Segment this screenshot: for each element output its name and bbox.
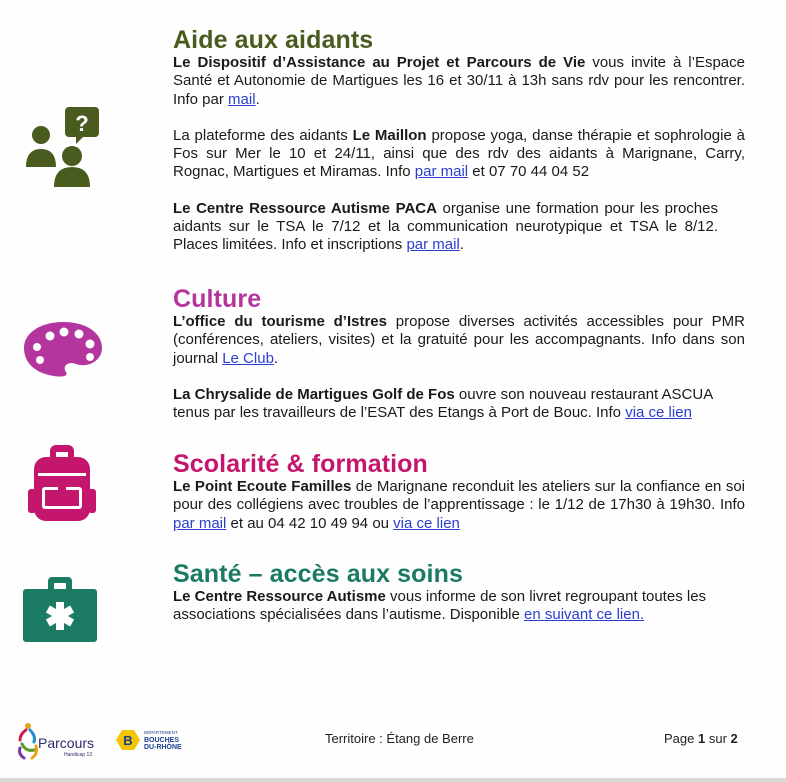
paragraph-text: et au 04 42 10 49 94 ou [226, 514, 394, 532]
org-name: La Chrysalide de Martigues Golf de Fos [173, 385, 455, 403]
svg-text:B: B [123, 733, 133, 748]
mail-link[interactable]: mail [228, 90, 256, 108]
mail-link[interactable]: par mail [173, 514, 227, 532]
mail-link[interactable]: par mail [406, 236, 460, 254]
org-name: Le Point Ecoute Familles [173, 478, 352, 495]
page-number [664, 731, 738, 746]
page-word: Page [664, 731, 695, 746]
svg-text:?: ? [75, 111, 89, 136]
territory-label: Territoire : Étang de Berre [325, 731, 474, 746]
web-link[interactable]: via ce lien [393, 514, 460, 532]
paragraph-text: vous invite à l’Espace Santé et Autonomie de Martigues les 16 et 30/11 à 13h sans rdv pour les rencontrer. Info par [173, 54, 745, 108]
page-total: 2 [730, 731, 738, 746]
section-title: Santé – accès aux soins [173, 560, 463, 588]
paragraph [173, 588, 723, 625]
mail-link[interactable]: par mail [414, 163, 469, 181]
paragraph [173, 478, 745, 533]
section-title: Scolarité & formation [173, 450, 428, 478]
paragraph-text: vous informe de son livret regroupant toutes les associations spécialisées dans l’autisme. Disponible [173, 588, 707, 624]
paragraph-text: propose diverses activités accessibles pour PMR (conférences, ateliers, visites) et la gratuité pour les accompagnants. Info dans son journal [173, 313, 745, 367]
paragraph [173, 127, 745, 182]
paragraph-text: La plateforme des aidants [173, 126, 353, 144]
paragraph [173, 313, 745, 368]
org-name: Le Dispositif d’Assistance au Projet et Parcours de Vie [173, 54, 586, 71]
page-bottom-edge [0, 778, 786, 782]
paragraph-text: . [255, 90, 260, 108]
backpack-icon [28, 443, 96, 523]
section-aide-aux-aidants [173, 26, 745, 255]
paragraph-text: propose yoga, danse thérapie et sophrologie à Fos sur Mer le 10 et 24/11, ainsi que des rdv des aidants à Marignane, Carry, Rognac, Martigues et Miramas. Info [173, 126, 745, 181]
paragraph-text: . [273, 349, 279, 367]
palette-icon [22, 320, 104, 378]
svg-text:DU-RHÔNE: DU-RHÔNE [144, 744, 182, 751]
parcours-handicap-logo [16, 720, 106, 762]
page-sep: sur [708, 731, 727, 746]
svg-text:DÉPARTEMENT: DÉPARTEMENT [144, 730, 178, 735]
livret-link[interactable]: en suivant ce lien. [524, 606, 645, 624]
section-scolarite-formation [173, 450, 745, 533]
paragraph-text: et 07 70 44 04 52 [468, 163, 590, 181]
org-name: Le Maillon [352, 126, 427, 144]
paragraph-text: . [459, 236, 464, 254]
svg-text:Handicap 13: Handicap 13 [63, 752, 93, 758]
paragraph [173, 54, 745, 109]
org-name: L’office du tourisme d’Istres [173, 313, 387, 330]
people-question-icon [24, 105, 100, 187]
paragraph [173, 200, 718, 255]
section-title: Culture [173, 285, 262, 313]
svg-text:BOUCHES: BOUCHES [144, 737, 180, 744]
paragraph [173, 386, 745, 423]
medical-kit-icon [22, 577, 98, 643]
org-name: Le Centre Ressource Autisme [173, 588, 386, 605]
paragraph-text: organise une formation pour les proches aidants sur le TSA le 7/12 et la communication neurotypique et TSA le 8/12. Places limitées. Info et inscriptions [173, 199, 718, 254]
paragraph-text: ouvre son nouveau restaurant ASCUA tenus par les travailleurs de l’ESAT des Etangs à Port de Bouc. Info [173, 385, 713, 422]
page-current: 1 [698, 731, 706, 746]
svg-text:Parcours: Parcours [38, 735, 95, 751]
paragraph-text: de Marignane reconduit les ateliers sur la confiance en soi pour des collégiens avec troubles de l’apprentissage : le 1/12 de 17h30 à 19h30. Info [173, 478, 745, 514]
section-title: Aide aux aidants [173, 26, 374, 54]
org-name: Le Centre Ressource Autisme PACA [173, 199, 437, 217]
section-culture [173, 285, 745, 422]
bouches-du-rhone-logo [114, 727, 190, 753]
le-club-link[interactable]: Le Club [222, 349, 274, 367]
section-sante-acces-soins [173, 560, 745, 625]
web-link[interactable]: via ce lien [625, 404, 692, 422]
